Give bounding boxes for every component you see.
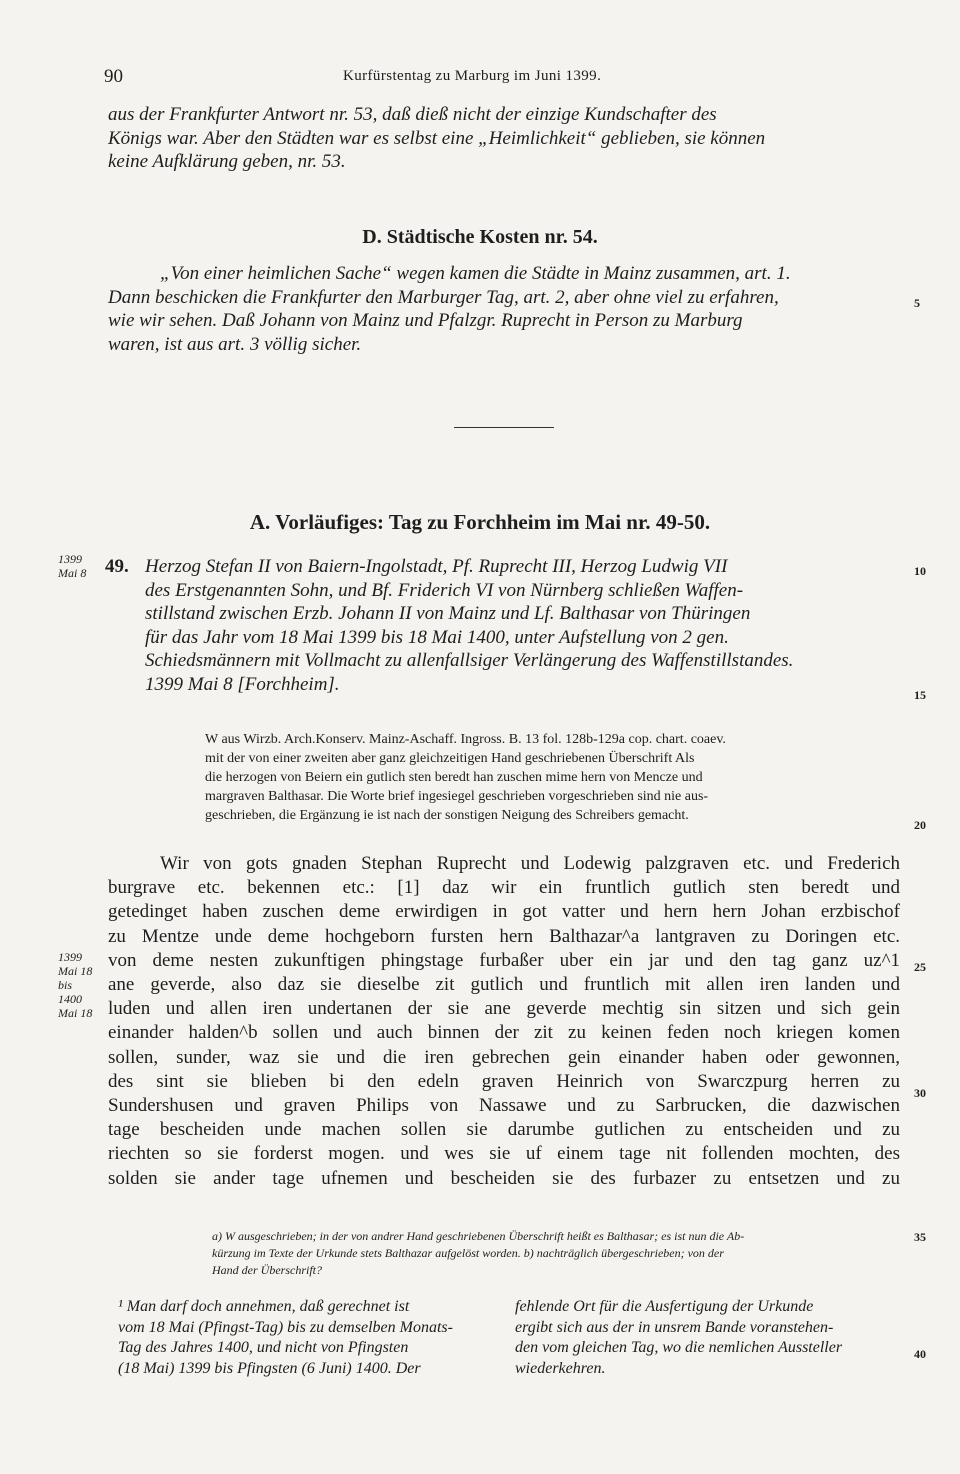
margin-separator: bis [58, 978, 73, 992]
margin-year: 1400 [58, 992, 82, 1006]
text-line: keine Aufklärung geben, nr. 53. [108, 151, 346, 172]
text-line: (18 Mai) 1399 bis Pfingsten (6 Juni) 1400. Der [118, 1359, 421, 1377]
running-title: Kurfürstentag zu Marburg im Juni 1399. [343, 68, 602, 84]
text-line: sollen, sunder, waz sie und die iren gebrechen gein einander haben oder gewonnen, [108, 1046, 900, 1068]
text-line: des sint sie blieben bi den edeln graven Heinrich von Swarczpurg herren zu [108, 1070, 900, 1092]
line-number: 15 [914, 688, 926, 702]
text-line: fehlende Ort für die Ausfertigung der Urkunde [515, 1298, 814, 1315]
text-line: 1399 Mai 8 [Forchheim]. [145, 673, 340, 695]
line-number: 10 [914, 564, 926, 578]
text-line: wie wir sehen. Daß Johann von Mainz und Pfalzgr. Ruprecht in Person zu Marburg [108, 310, 743, 331]
line-number: 25 [914, 960, 926, 974]
section-d-paragraph [108, 262, 900, 356]
source-note [205, 730, 902, 825]
text-line: tage bescheiden unde machen sollen sie darumbe gutlichen zu entscheiden und zu [108, 1119, 900, 1141]
text-line: aus der Frankfurter Antwort nr. 53, daß dieß nicht der einzige Kundschafter des [108, 104, 717, 125]
footnote-left-column [118, 1297, 496, 1379]
text-line: des Erstgenannten Sohn, und Bf. Friderich VI von Nürnberg schließen Waffen- [145, 579, 744, 601]
intro-paragraph [108, 103, 900, 174]
text-line: die herzogen von Beiern ein gutlich sten beredt han zuschen mime hern von Mencze und [205, 770, 703, 785]
text-line: „Von einer heimlichen Sache“ wegen kamen die Städte in Mainz zusammen, art. 1. [160, 263, 791, 284]
text-line: zu Mentze unde deme hochgeborn fursten hern Balthazar^a lantgraven zu Doringen etc. [108, 925, 900, 947]
margin-day: Mai 8 [58, 566, 87, 580]
text-line: ergibt sich aus der in unsrem Bande voranstehen- [515, 1318, 834, 1336]
footnote-right-column [515, 1297, 893, 1379]
text-line: W aus Wirzb. Arch.Konserv. Mainz-Aschaff. Ingross. B. 13 fol. 128b-129a cop. chart. coaev. [205, 732, 726, 747]
text-line: von deme nesten zukunftigen phingstage furbaßer uber ein jar und den tag ganz uz^1 [108, 949, 900, 971]
margin-day: Mai 18 [58, 1006, 93, 1020]
line-number: 30 [914, 1086, 926, 1100]
text-line: Herzog Stefan II von Baiern-Ingolstadt, Pf. Ruprecht III, Herzog Ludwig VII [145, 556, 728, 577]
critical-notes [212, 1228, 902, 1279]
regest-49 [105, 555, 901, 696]
text-line: waren, ist aus art. 3 völlig sicher. [108, 333, 362, 355]
text-line: solden sie ander tage ufnemen und bescheiden sie des furbazer zu entsetzen und zu [108, 1167, 900, 1189]
text-line: riechten so sie forderst mogen. und wes sie uf einem tage nit follenden mochten, des [108, 1143, 900, 1165]
page-number: 90 [104, 66, 123, 87]
text-line: für das Jahr vom 18 Mai 1399 bis 18 Mai 1400, unter Aufstellung von 2 gen. [145, 626, 729, 648]
text-line: getedinget haben zuschen deme erwirdigen in got vatter und hern hern Johan erzbischof [108, 901, 900, 923]
text-line: geschrieben, die Ergänzung ie ist nach der sonstigen Neigung des Schreibers gemacht. [205, 808, 689, 823]
line-number: 35 [914, 1230, 926, 1244]
text-line: luden und allen iren undertanen der sie ane geverde mechtig sin sitzen und sich gein [108, 998, 900, 1020]
text-line: den vom gleichen Tag, wo die nemlichen Aussteller [515, 1339, 843, 1356]
margin-date-range [58, 950, 92, 1020]
text-line: margraven Balthasar. Die Worte brief ingesiegel geschrieben vorgeschrieben sind nie aus- [205, 789, 709, 804]
text-line: ane geverde, also daz sie dieselbe zit gutlich und fruntlich mit allen iren landen und [108, 974, 900, 996]
text-line: Hand der Überschrift? [212, 1263, 322, 1277]
margin-date-doc49 [58, 552, 86, 580]
document-number: 49. [105, 556, 129, 577]
margin-day: Mai 18 [58, 964, 93, 978]
line-number: 20 [914, 818, 926, 832]
text-line: einander halden^b sollen und auch binnen der zit zu keinen feden noch kriegen komen [108, 1022, 900, 1044]
line-number: 40 [914, 1347, 926, 1361]
line-number: 5 [914, 296, 920, 310]
text-line: ¹ Man darf doch annehmen, daß gerechnet ist [118, 1298, 410, 1315]
text-line: Wir von gots gnaden Stephan Ruprecht und Lodewig palzgraven etc. und Frederich [160, 853, 900, 874]
text-line: Schiedsmännern mit Vollmacht zu allenfallsiger Verlängerung des Waffenstillstandes. [145, 650, 794, 671]
text-line: burgrave etc. bekennen etc.: [1] daz wir ein fruntlich gutlich sten beredt und [108, 877, 900, 899]
text-line: wiederkehren. [515, 1359, 606, 1377]
section-divider [454, 427, 554, 428]
text-line: stillstand zwischen Erzb. Johann II von Mainz und Lf. Balthasar von Thüringen [145, 603, 751, 624]
document-text [108, 852, 900, 1191]
text-line: Tag des Jahres 1400, und nicht von Pfingsten [118, 1339, 409, 1356]
section-a-heading: A. Vorläufiges: Tag zu Forchheim im Mai nr. 49-50. [249, 510, 711, 534]
margin-year: 1399 [58, 552, 82, 566]
text-line: Sundershusen und graven Philips von Nassawe und zu Sarbrucken, die dazwischen [108, 1095, 900, 1117]
text-line: a) W ausgeschrieben; in der von andrer Hand geschriebenen Überschrift heißt es Balthasar; es ist nun die Ab- [212, 1229, 745, 1243]
text-line: mit der von einer zweiten aber ganz gleichzeitigen Hand geschriebenen Überschrift Als [205, 751, 695, 766]
text-line: vom 18 Mai (Pfingst-Tag) bis zu demselben Monats- [118, 1318, 453, 1336]
text-line: Dann beschicken die Frankfurter den Marburger Tag, art. 2, aber ohne viel zu erfahren, [108, 286, 779, 308]
text-line: kürzung im Texte der Urkunde stets Balthazar aufgelöst worden. b) nachträglich übergeschrieben; von der [212, 1246, 724, 1260]
section-d-heading: D. Städtische Kosten nr. 54. [362, 226, 598, 248]
margin-year: 1399 [58, 950, 82, 964]
text-line: Königs war. Aber den Städten war es selbst eine „Heimlichkeit“ geblieben, sie können [108, 127, 766, 149]
